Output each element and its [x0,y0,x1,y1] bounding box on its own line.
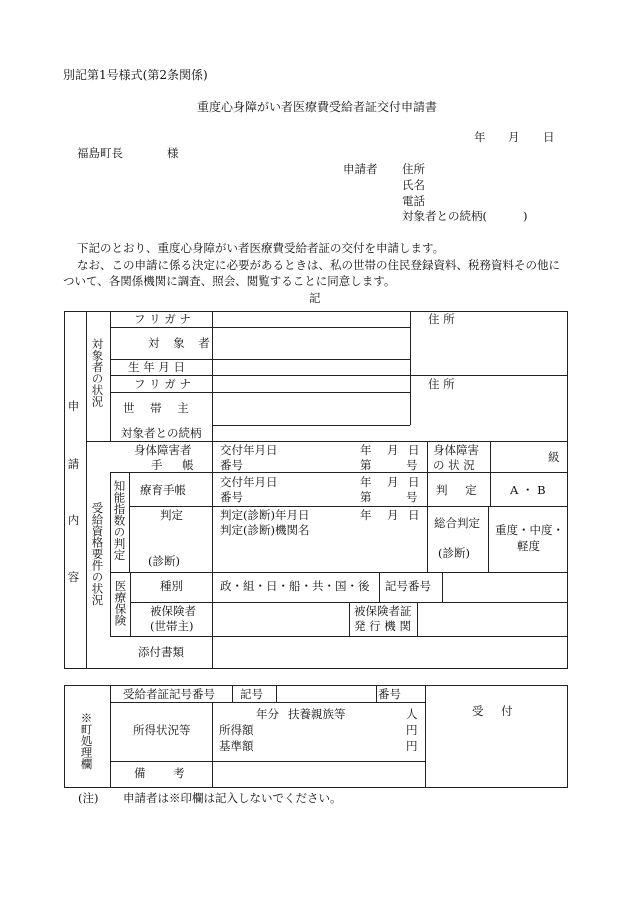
note-label: (注) [78,791,99,805]
month-label-3: 月 [387,508,399,522]
eligibility-section-label: 受給資格要件の状況 [90,502,105,606]
outer-label-char-4: 容 [66,571,81,583]
applicant-label: 申請者 [343,162,378,176]
year-label-1: 年 [360,443,372,457]
symbol-number-label: 記号番号 [385,579,431,593]
shindan-label: (診断) [148,554,180,568]
dai-label-2: 第 [360,490,372,504]
cert-issuer-label-2: 発 行 機 関 [354,619,411,633]
cert-issuer-label: 被保険者証 [354,604,412,618]
ki-label: 記 [309,291,321,305]
dai-label-1: 第 [360,458,372,472]
insurance-category-options: 政・組・日・船・共・国・後 [220,579,370,593]
person-unit-label: 人 [406,707,418,721]
disability-status-label: 身体障害 [433,443,479,457]
ryoiku-book-label: 療育手帳 [140,483,186,497]
applicant-name-label: 氏名 [402,178,425,192]
standard-amount-label: 基準額 [219,739,254,753]
attachments-label: 添付書類 [138,645,184,659]
day-label-2: 日 [408,475,420,489]
date-month-label: 月 [508,130,520,144]
declaration-line-3: ついて、各関係機関に調査、照会、閲覧することに同意します。 [63,274,396,288]
go-label-1: 号 [406,458,418,472]
applicant-relation-close: ) [523,209,528,223]
severity-options: 重度・中度・ [495,523,564,537]
furigana-label-1: フ リ ガ ナ [134,312,191,326]
applicant-address-label: 住所 [402,162,425,176]
dependents-label: 扶養親族等 [288,707,346,721]
document-title: 重度心身障がい者医療費受給者証交付申請書 [197,100,438,114]
nendo-label: 年分 [256,707,279,721]
day-label-1: 日 [408,443,420,457]
yen-unit-label-1: 円 [406,723,418,737]
grade-label: 級 [548,450,560,464]
issue-date-label-2: 交付年月日 [220,475,278,489]
declaration-line-1: 下記のとおり、重度心身障がい者医療費受給者証の交付を申請します。 [77,241,445,255]
cert-number-label: 受給者証記号番号 [123,687,215,701]
address-label-2: 住 所 [428,377,455,391]
subject-label: 対 象 者 [148,336,210,350]
kigo-label: 記号 [240,687,263,701]
bango-label: 番号 [378,687,401,701]
date-year-label: 年 [474,130,486,144]
insured-person-label-2: (世帯主) [150,619,194,633]
disability-book-label: 身体障害者 [134,443,192,457]
remarks-label: 備 考 [134,766,185,780]
medical-insurance-label: 医療保険 [113,580,128,626]
hantei-date-label: 判定(診断)年月日 [220,508,310,522]
addressee-name: 福島町長 [77,146,123,160]
birthdate-label: 生 年 月 日 [128,360,185,374]
householder-label: 世 帯 主 [123,401,189,415]
book-number-label: 番号 [220,458,243,472]
hantei-label: 判定 [160,508,183,522]
date-day-label: 日 [543,130,555,144]
hantei-org-label: 判定(診断)機関名 [220,523,310,537]
outer-label-char-3: 内 [66,514,81,526]
book-number-label-2: 番号 [220,490,243,504]
outer-label-char-2: 請 [66,458,81,470]
year-label-3: 年 [360,508,372,522]
office-section-label: ※町処理欄 [79,712,94,770]
month-label-2: 月 [387,475,399,489]
grade-ab-options: A ・ B [510,483,546,497]
severity-options-2: 軽度 [517,539,540,553]
income-amount-label: 所得額 [219,723,254,737]
disability-status-label-2: の 状 況 [433,458,475,472]
year-label-2: 年 [360,475,372,489]
month-label-1: 月 [387,443,399,457]
outer-label-char-1: 申 [66,400,81,412]
note-text: 申請者は※印欄は記入しないでください。 [123,791,342,805]
income-status-label: 所得状況等 [133,723,191,737]
relation-to-subject-label: 対象者との続柄 [121,426,202,440]
furigana-label-2: フ リ ガ ナ [134,377,191,391]
form-number-label: 別記第1号様式(第2条関係) [63,68,208,82]
declaration-line-2: なお、この申請に係る決定に必要があるときは、私の世帯の住民登録資料、税務資料その他に [77,258,560,272]
judgement-label: 判 定 [436,483,477,497]
disability-book-label-2: 手 帳 [151,458,194,472]
intellectual-section-label: 知能指数の判定 [112,480,127,561]
applicant-relation-label: 対象者との続柄( [402,209,487,223]
address-label-1: 住 所 [428,312,455,326]
reception-label: 受 付 [472,704,513,718]
subject-section-label: 対象者の状況 [90,338,105,407]
day-label-3: 日 [408,508,420,522]
insurance-category-label: 種別 [160,579,183,593]
issue-date-label: 交付年月日 [220,443,278,457]
insured-person-label: 被保険者 [150,604,196,618]
go-label-2: 号 [406,490,418,504]
overall-shindan-label: (診断) [438,546,470,560]
overall-judgement-label: 総合判定 [434,516,480,530]
applicant-phone-label: 電話 [402,194,425,208]
yen-unit-label-2: 円 [406,739,418,753]
addressee-suffix: 様 [167,146,179,160]
